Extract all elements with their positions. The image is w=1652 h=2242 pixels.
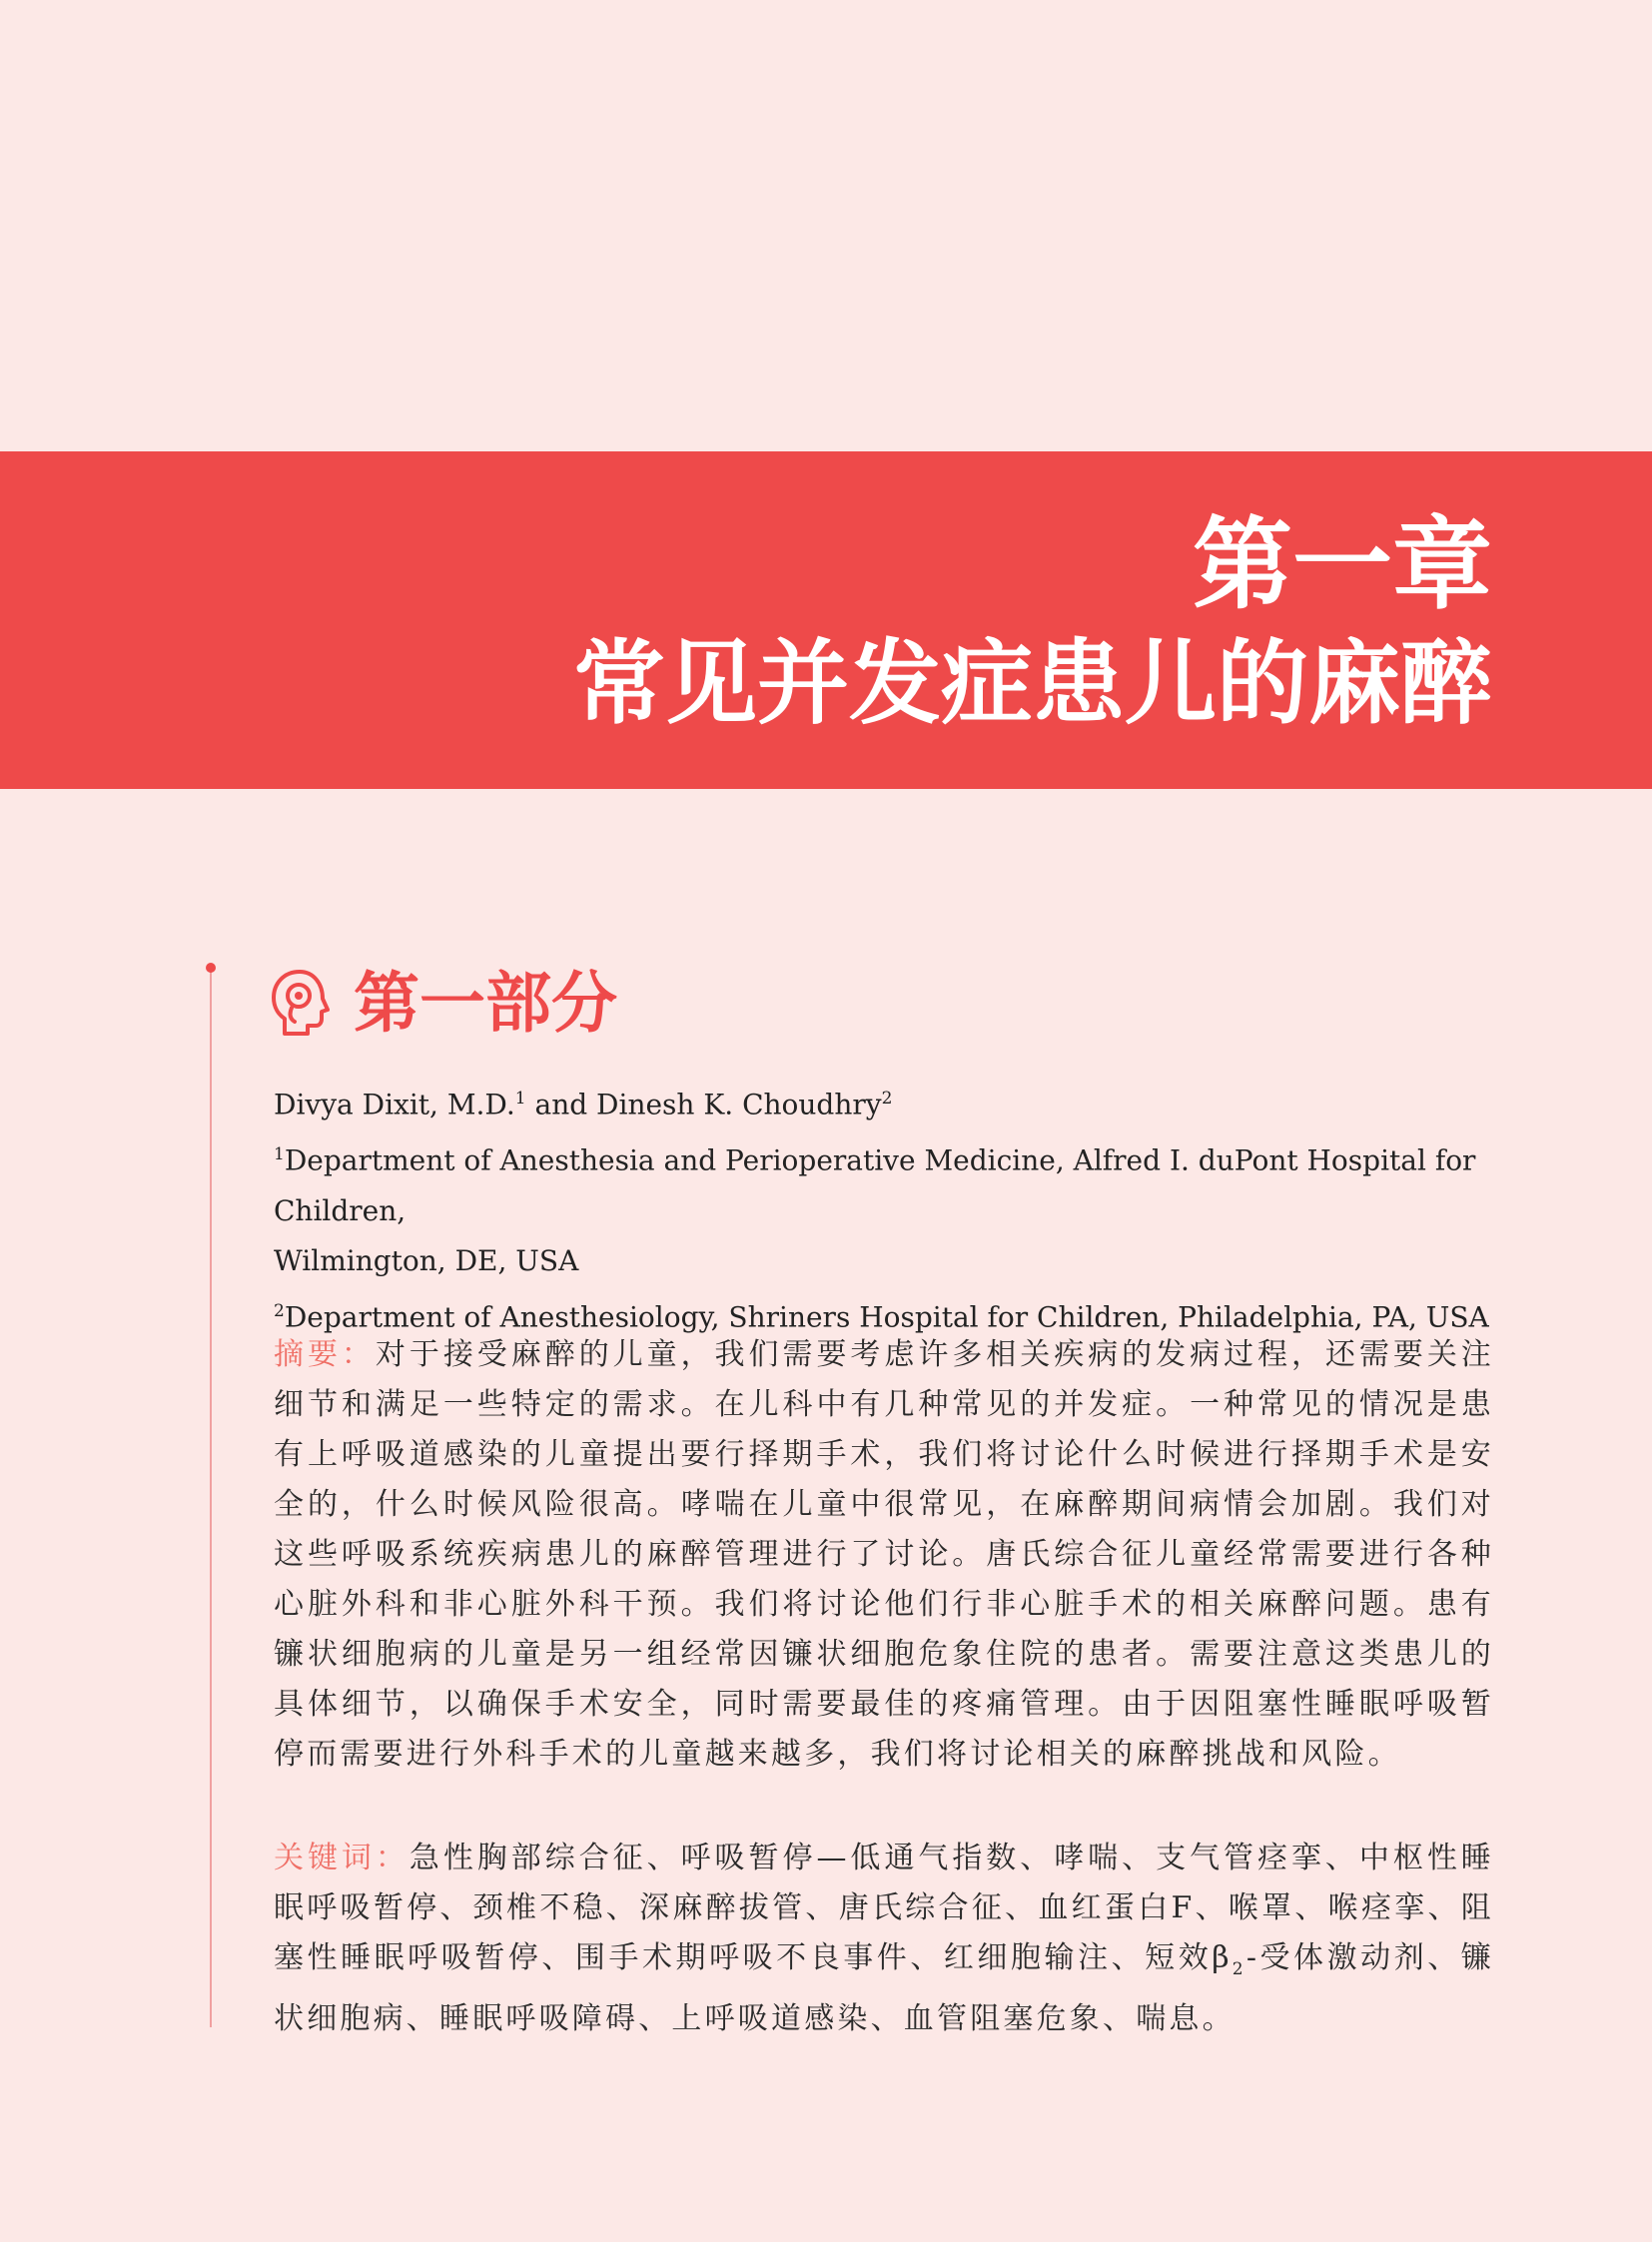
margin-rule (210, 967, 212, 2027)
section-heading (268, 959, 617, 1049)
keywords-label: 关键词： (274, 1841, 410, 1875)
affiliation-1: $^1$Department of Anesthesia and Perioperative Medicine, Alfred I. duPont Hospital for Children, (274, 1143, 1476, 1227)
section-title: 第一部分 (354, 965, 617, 1042)
affiliation-2: $^2$Department of Anesthesiology, Shriners Hospital for Children, Philadelphia, PA, USA (274, 1299, 1489, 1333)
abstract-text: 对于接受麻醉的儿童，我们需要考虑许多相关疾病的发病过程，还需要关注细节和满足一些特定的需求。在儿科中有几种常见的并发症。一种常见的情况是患有上呼吸道感染的儿童提出要行择期手术，我们将讨论什么时候进行择期手术是安全的，什么时候风险很高。哮喘在儿童中很常见，在麻醉期间病情会加剧。我们对这些呼吸系统疾病患儿的麻醉管理进行了讨论。唐氏综合征儿童经常需要进行各种心脏外科和非心脏外科干预。我们将讨论他们行非心脏手术的相关麻醉问题。患有镰状细胞病的儿童是另一组经常因镰状细胞危象住院的患者。需要注意这类患儿的具体细节，以确保手术安全，同时需要最佳的疼痛管理。由于因阻塞性睡眠呼吸暂停而需要进行外科手术的儿童越来越多，我们将讨论相关的麻醉挑战和风险。 (274, 1337, 1494, 1772)
abstract-paragraph (274, 1330, 1494, 1780)
author-block (274, 1074, 1492, 1342)
keywords-paragraph (274, 1834, 1494, 2044)
head-brain-icon (268, 968, 332, 1040)
margin-rule-dot (206, 963, 216, 973)
abstract-label: 摘要： (274, 1337, 376, 1372)
affiliation-1-cont: Wilmington, DE, USA (274, 1243, 579, 1277)
keywords-text: 急性胸部综合征、呼吸暂停—低通气指数、哮喘、支气管痉挛、中枢性睡眠呼吸暂停、颈椎不稳、深麻醉拔管、唐氏综合征、血红蛋白F、喉罩、喉痉挛、阻塞性睡眠呼吸暂停、围手术期呼吸不良事件、红细胞输注、短效β (274, 1841, 1494, 1975)
keywords-subscript: 2 (1232, 1959, 1246, 1979)
author-names: Divya Dixit, M.D.$^1$ and Dinesh K. Choudhry$^2$ (274, 1088, 893, 1121)
chapter-title: 第一章 (1193, 506, 1492, 623)
keywords-text-cont: -受体激动剂、镰状细胞病、睡眠呼吸障碍、上呼吸道感染、血管阻塞危象、喘息。 (274, 1940, 1494, 2036)
chapter-subtitle: 常见并发症患儿的麻醉 (572, 630, 1492, 737)
